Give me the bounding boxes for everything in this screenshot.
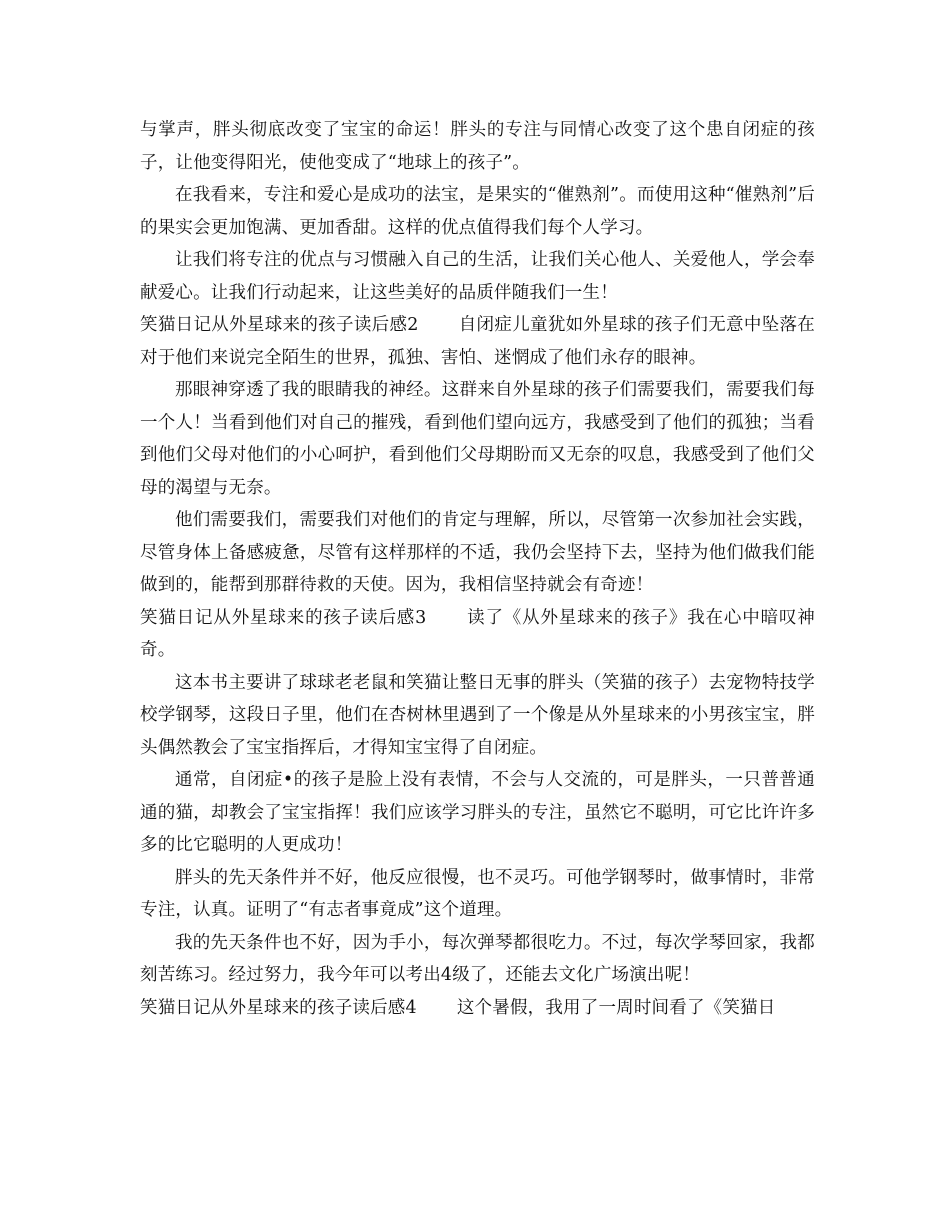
section-paragraph xyxy=(140,309,815,374)
paragraph: 通常，自闭症•的孩子是脸上没有表情，不会与人交流的，可是胖头，一只普普通通的猫，却教会了宝宝指挥！我们应该学习胖头的专注，虽然它不聪明，可它比许许多多的比它聪明的人更成功！ xyxy=(140,770,815,855)
paragraph: 那眼神穿透了我的眼睛我的神经。这群来自外星球的孩子们需要我们，需要我们每一个人！当看到他们对自己的摧残，看到他们望向远方，我感受到了他们的孤独；当看到他们父母对他们的小心呵护，看到他们父母期盼而又无奈的叹息，我感受到了他们父母的渴望与无奈。 xyxy=(140,380,815,498)
paragraph-continuation: 与掌声，胖头彻底改变了宝宝的命运！胖头的专注与同情心改变了这个患自闭症的孩子，让他变得阳光，使他变成了“地球上的孩子”。 xyxy=(140,120,815,173)
paragraph: 胖头的先天条件并不好，他反应很慢，也不灵巧。可他学钢琴时，做事情时，非常专注，认真。证明了“有志者事竟成”这个道理。 xyxy=(140,867,815,920)
section-heading: 笑猫日记从外星球来的孩子读后感2 xyxy=(140,315,419,335)
paragraph: 在我看来，专注和爱心是成功的法宝，是果实的“催熟剂”。而使用这种“催熟剂”后的果实会更加饱满、更加香甜。这样的优点值得我们每个人学习。 xyxy=(140,185,815,238)
paragraph: 这本书主要讲了球球老老鼠和笑猫让整日无事的胖头（笑猫的孩子）去宠物特技学校学钢琴，这段日子里，他们在杏树林里遇到了一个像是从外星球来的小男孩宝宝，胖头偶然教会了宝宝指挥后，才得知宝宝得了自闭症。 xyxy=(140,672,815,758)
section-paragraph xyxy=(140,602,815,667)
section-text: 读了《从外星球来的孩子》我在心中暗叹神奇。 xyxy=(140,607,815,660)
document-body xyxy=(140,114,815,1024)
section-heading: 笑猫日记从外星球来的孩子读后感3 xyxy=(140,607,427,628)
paragraph: 他们需要我们，需要我们对他们的肯定与理解，所以，尽管第一次参加社会实践，尽管身体上备感疲惫，尽管有这样那样的不适，我仍会坚持下去，坚持为他们做我们能做到的，能帮到那群待救的天使。因为，我相信坚持就会有奇迹！ xyxy=(140,510,815,595)
section-heading: 笑猫日记从外星球来的孩子读后感4 xyxy=(140,997,417,1018)
section-text: 这个暑假，我用了一周时间看了《笑猫日 xyxy=(456,997,776,1018)
paragraph: 让我们将专注的优点与习惯融入自己的生活，让我们关心他人、关爱他人，学会奉献爱心。让我们行动起来，让这些美好的品质伴随我们一生！ xyxy=(140,250,815,303)
section-paragraph xyxy=(140,992,815,1025)
paragraph: 我的先天条件也不好，因为手小，每次弹琴都很吃力。不过，每次学琴回家，我都刻苦练习。经过努力，我今年可以考出4级了，还能去文化广场演出呢！ xyxy=(140,932,815,985)
section-text: 自闭症儿童犹如外星球的孩子们无意中坠落在对于他们来说完全陌生的世界，孤独、害怕、迷惘成了他们永存的眼神。 xyxy=(140,315,815,368)
